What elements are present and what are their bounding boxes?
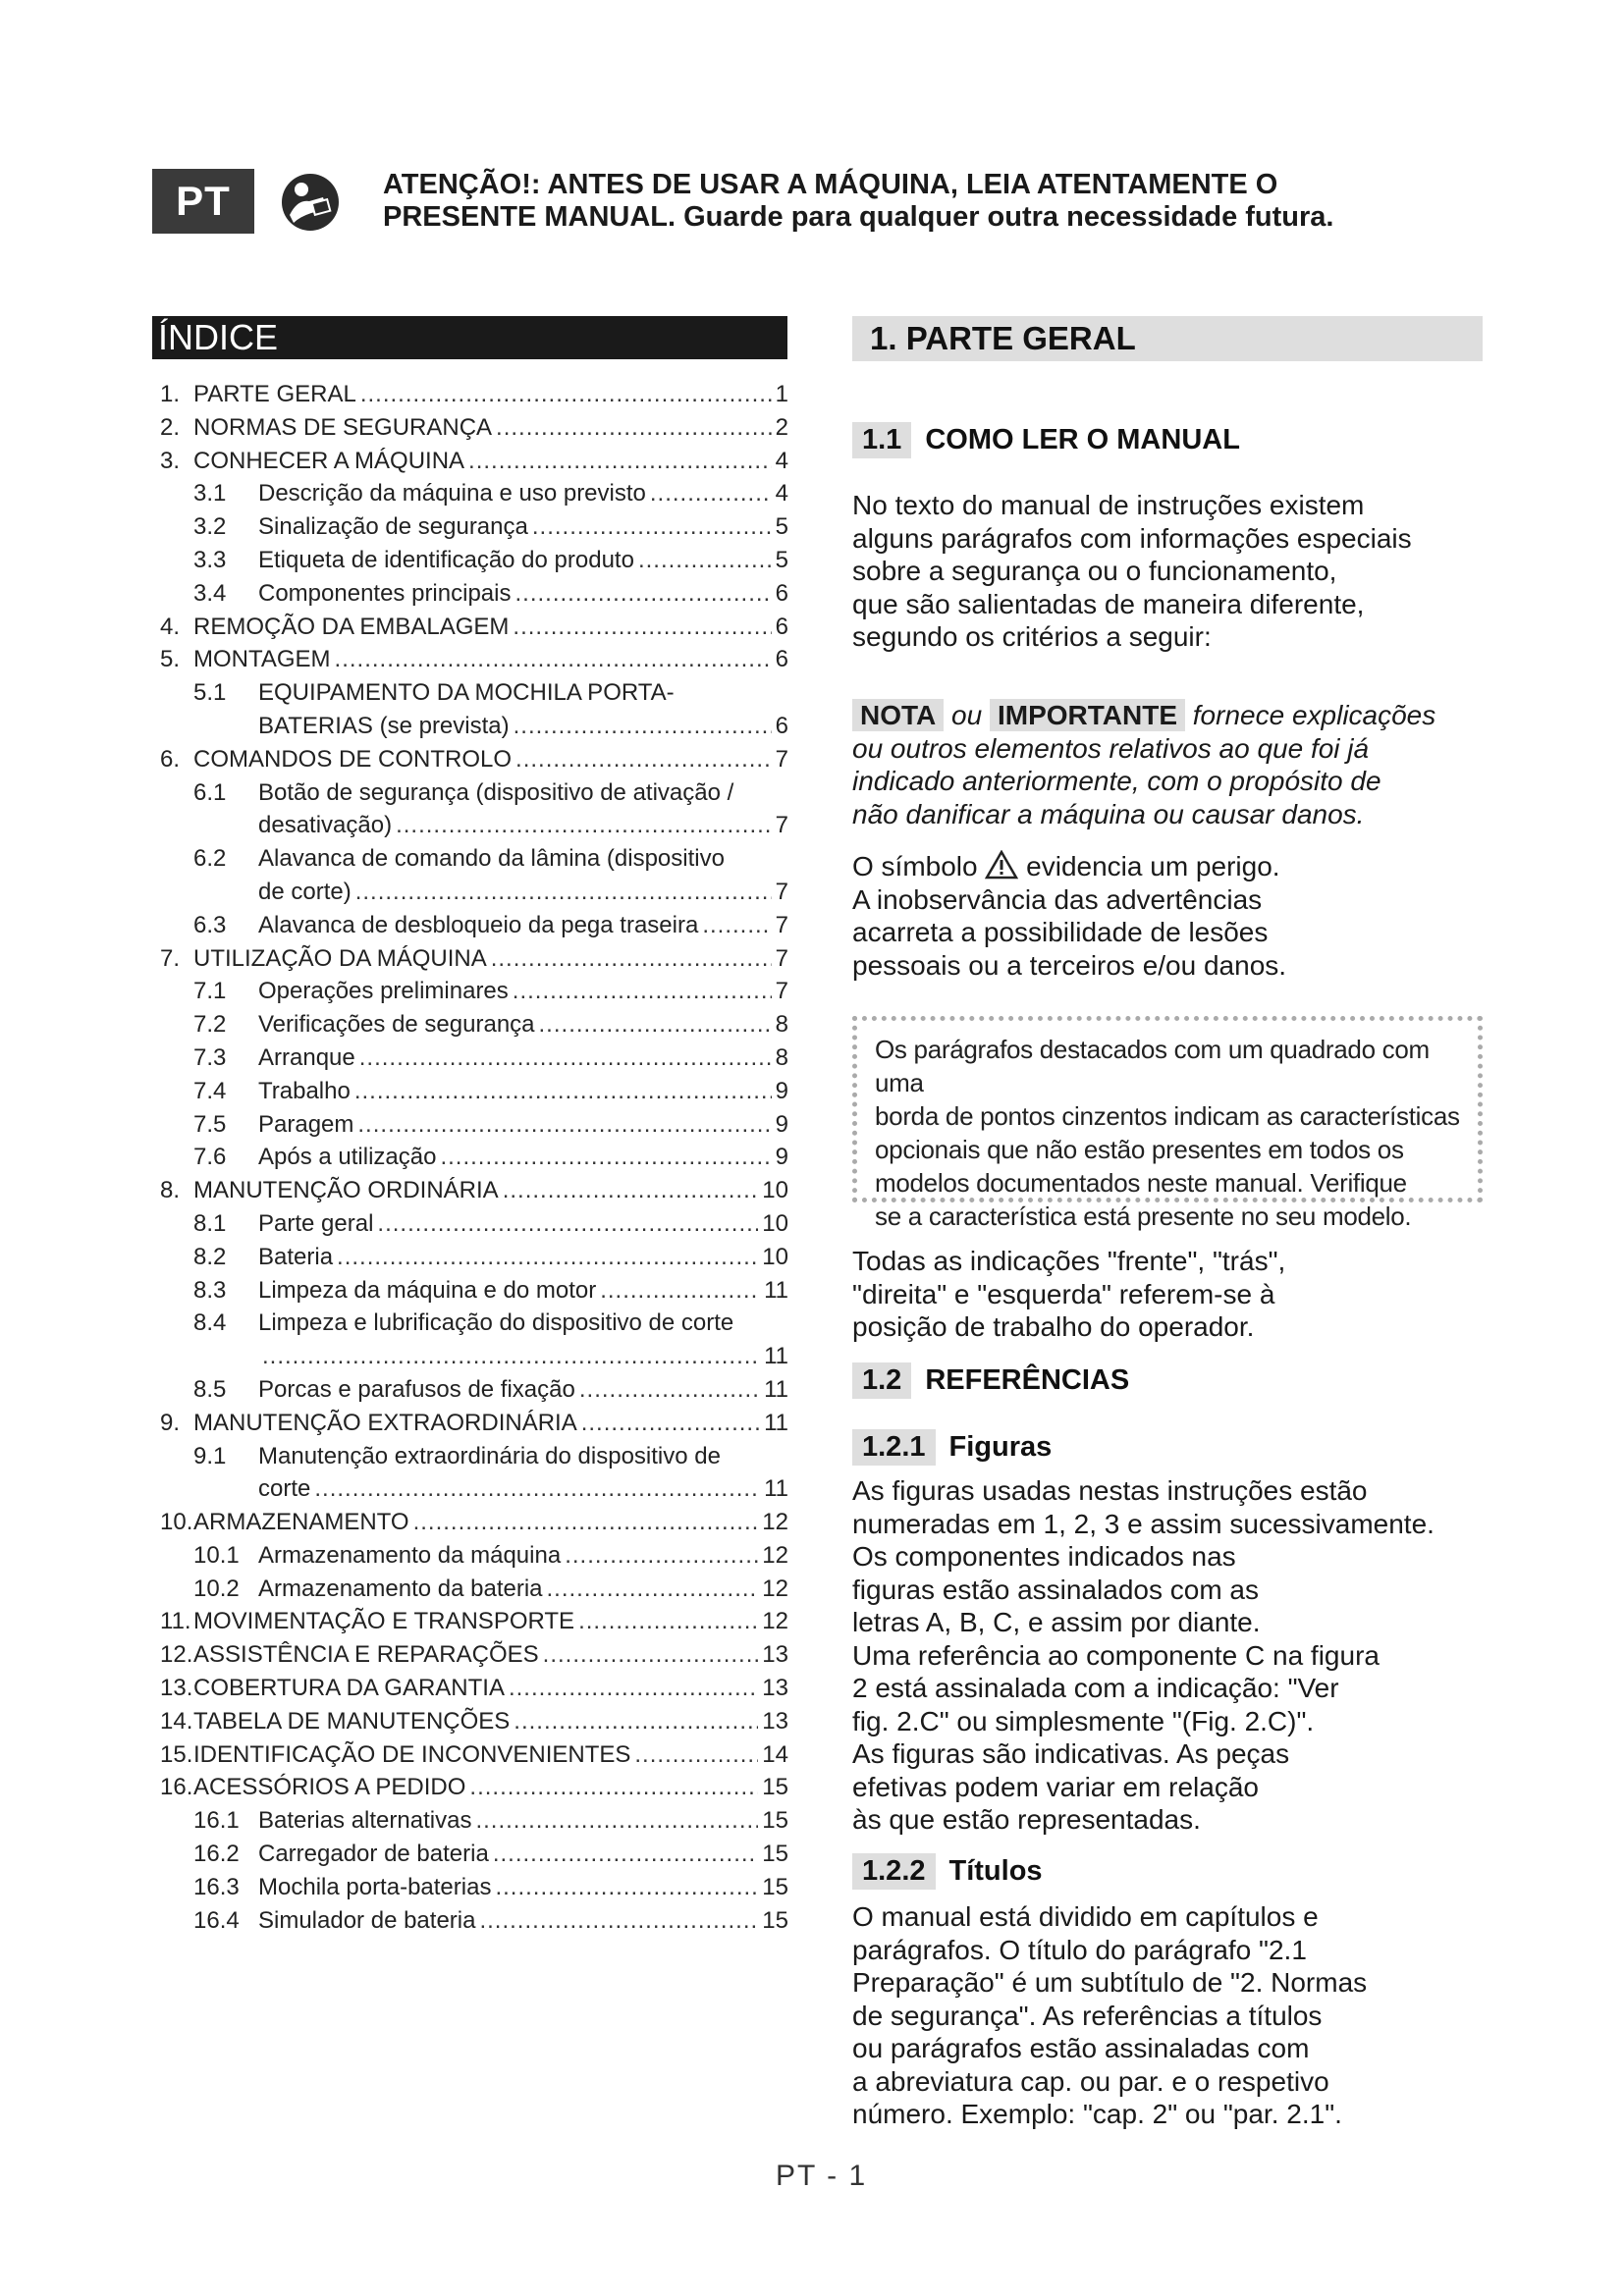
text-line: parágrafos. O título do parágrafo "2.1 xyxy=(852,1934,1307,1965)
toc-number: 6.3 xyxy=(193,911,227,938)
text-line: figuras estão assinalados com as xyxy=(852,1574,1259,1605)
toc-entry xyxy=(152,448,788,481)
note-or: ou xyxy=(951,700,983,730)
toc-text: ACESSÓRIOS A PEDIDO xyxy=(193,1774,466,1801)
toc-number: 3.4 xyxy=(193,579,227,607)
toc-text: Limpeza da máquina e do motor xyxy=(258,1276,597,1304)
toc-number: 10.1 xyxy=(193,1541,240,1569)
toc-leader xyxy=(543,1641,759,1669)
toc-page: 11 xyxy=(764,1276,788,1304)
toc-entry xyxy=(152,1309,788,1343)
toc-title: ÍNDICE xyxy=(152,316,787,359)
toc-page: 7 xyxy=(775,878,788,905)
toc-text: COMANDOS DE CONTROLO xyxy=(193,745,513,773)
toc-number: 7.4 xyxy=(193,1077,227,1104)
text-line: sobre a segurança ou o funcionamento, xyxy=(852,556,1337,586)
toc-number: 15. xyxy=(160,1740,193,1768)
toc-leader xyxy=(581,1410,760,1437)
text-line: acarreta a possibilidade de lesões xyxy=(852,917,1269,947)
subsection-1-2-heading xyxy=(852,1362,1129,1399)
toc-number: 10.2 xyxy=(193,1575,240,1602)
subsection-number: 1.1 xyxy=(852,422,911,458)
toc-number: 6. xyxy=(160,745,181,773)
toc-page: 6 xyxy=(775,579,788,607)
toc-leader xyxy=(413,1509,759,1536)
toc-page: 7 xyxy=(775,745,788,773)
intro-paragraph xyxy=(852,489,1500,654)
toc-leader xyxy=(357,1111,771,1139)
toc-number: 3. xyxy=(160,447,181,474)
toc-page: 6 xyxy=(775,613,788,640)
subsection-1-1-heading xyxy=(852,422,1240,458)
text-line: 2 está assinalada com a indicação: "Ver xyxy=(852,1673,1339,1703)
text-line: que são salientadas de maneira diferente, xyxy=(852,588,1365,619)
toc-number: 8. xyxy=(160,1177,181,1204)
toc-number: 7.6 xyxy=(193,1144,227,1171)
toc-leader xyxy=(515,746,772,774)
toc-leader xyxy=(514,1708,758,1735)
toc-text: CONHECER A MÁQUINA xyxy=(193,447,465,474)
text-line: As figuras são indicativas. As peças xyxy=(852,1738,1290,1769)
toc-page: 10 xyxy=(762,1177,788,1204)
toc-leader xyxy=(479,1907,758,1935)
toc-page: 6 xyxy=(775,646,788,673)
text-line: de segurança". As referências a títulos xyxy=(852,2000,1323,2031)
toc-text: MANUTENÇÃO ORDINÁRIA xyxy=(193,1177,499,1204)
page-number: PT - 1 xyxy=(776,2160,868,2192)
toc-entry xyxy=(152,1210,788,1244)
toc-leader xyxy=(469,1774,758,1801)
toc-page: 15 xyxy=(762,1774,788,1801)
toc-leader xyxy=(495,1874,758,1901)
subsection-title: Títulos xyxy=(948,1855,1043,1887)
toc-page: 12 xyxy=(762,1541,788,1569)
toc-text: Carregador de bateria xyxy=(258,1841,489,1868)
toc-number: 7.3 xyxy=(193,1043,227,1071)
toc-entry xyxy=(152,1177,788,1210)
toc-number: 9. xyxy=(160,1409,181,1436)
toc-number: 16.2 xyxy=(193,1841,240,1868)
toc-entry xyxy=(152,414,788,448)
toc-number: 5.1 xyxy=(193,679,227,707)
toc-entry xyxy=(152,945,788,979)
toc-page: 11 xyxy=(764,1409,788,1436)
toc-text: Parte geral xyxy=(258,1209,374,1237)
toc-leader xyxy=(600,1277,760,1305)
toc-entry xyxy=(152,1343,788,1376)
toc-entry xyxy=(152,779,788,813)
toc-entry xyxy=(152,1475,788,1509)
toc-entry xyxy=(152,1542,788,1575)
toc-page: 10 xyxy=(762,1209,788,1237)
toc-number: 7.2 xyxy=(193,1011,227,1039)
toc-entry xyxy=(152,1608,788,1641)
subsection-title: Figuras xyxy=(948,1431,1053,1463)
toc-entry xyxy=(152,1011,788,1044)
toc-page: 8 xyxy=(775,1043,788,1071)
toc-entry xyxy=(152,614,788,647)
toc-leader xyxy=(355,879,772,906)
toc-leader xyxy=(547,1575,759,1603)
toc-leader xyxy=(354,1078,772,1105)
toc-leader xyxy=(496,414,772,442)
toc-leader xyxy=(638,547,772,574)
toc-text: TABELA DE MANUTENÇÕES xyxy=(193,1707,511,1735)
toc-page: 15 xyxy=(762,1807,788,1835)
toc-text: Após a utilização xyxy=(258,1144,437,1171)
toc-text: Operações preliminares xyxy=(258,978,509,1005)
toc-page: 12 xyxy=(762,1575,788,1602)
toc-text: Limpeza e lubrificação do dispositivo de corte xyxy=(258,1309,734,1337)
toc-number: 16. xyxy=(160,1774,193,1801)
warning-line-2: PRESENTE MANUAL. Guarde para qualquer outra necessidade futura. xyxy=(383,201,1334,233)
toc-text: Alavanca de desbloqueio da pega traseira xyxy=(258,911,699,938)
text-line: se a característica está presente no seu modelo. xyxy=(875,1201,1412,1231)
toc-page: 14 xyxy=(762,1740,788,1768)
toc-leader xyxy=(634,1741,758,1769)
toc-text: Porcas e parafusos de fixação xyxy=(258,1375,575,1403)
text-line: A inobservância das advertências xyxy=(852,883,1263,915)
subsection-1-2-1-heading xyxy=(852,1429,1052,1466)
text-line: a abreviatura cap. ou par. e o respetivo xyxy=(852,2065,1329,2097)
toc-text: Armazenamento da máquina xyxy=(258,1541,562,1569)
toc-entry xyxy=(152,1874,788,1907)
subsection-title: REFERÊNCIAS xyxy=(925,1364,1130,1396)
toc-number: 3.3 xyxy=(193,546,227,573)
toc-page: 1 xyxy=(775,381,788,407)
toc-page: 10 xyxy=(762,1243,788,1270)
subsection-number: 1.2 xyxy=(852,1362,911,1399)
toc-text: Arranque xyxy=(258,1043,355,1071)
language-badge: PT xyxy=(152,169,254,234)
toc-entry xyxy=(152,1078,788,1111)
toc-text: EQUIPAMENTO DA MOCHILA PORTA- xyxy=(258,679,675,707)
text-line: ou outros elementos relativos ao que foi já xyxy=(852,732,1370,764)
toc-number: 6.1 xyxy=(193,778,227,806)
symbol-pre: O símbolo xyxy=(852,851,978,881)
toc-number: 6.2 xyxy=(193,845,227,873)
toc-text: Descrição da máquina e uso previsto xyxy=(258,480,646,507)
toc-leader xyxy=(539,1011,772,1039)
titles-paragraph xyxy=(852,1900,1520,2131)
toc-number: 5. xyxy=(160,646,181,673)
text-line: "direita" e "esquerda" referem-se à xyxy=(852,1278,1275,1309)
text-line: efetivas podem variar em relação xyxy=(852,1771,1259,1802)
text-line: fig. 2.C" ou simplesmente "(Fig. 2.C)". xyxy=(852,1705,1315,1736)
toc-page: 6 xyxy=(775,712,788,739)
toc-entry xyxy=(152,1774,788,1807)
toc-text: desativação) xyxy=(258,812,393,839)
toc-number: 8.1 xyxy=(193,1209,227,1237)
toc-page: 13 xyxy=(762,1707,788,1735)
toc-entry xyxy=(152,879,788,912)
toc-page: 15 xyxy=(762,1906,788,1934)
toc-leader xyxy=(513,614,771,641)
toc-leader xyxy=(509,1675,758,1702)
toc-entry xyxy=(152,547,788,580)
toc-number: 14. xyxy=(160,1707,193,1735)
toc-page: 9 xyxy=(775,1110,788,1138)
toc-text: Paragem xyxy=(258,1110,354,1138)
text-line: Uma referência ao componente C na figura xyxy=(852,1639,1380,1671)
toc-entry xyxy=(152,1575,788,1609)
toc-text: de corte) xyxy=(258,878,352,905)
toc-page: 4 xyxy=(775,480,788,507)
toc-entry xyxy=(152,1741,788,1775)
toc-entry xyxy=(152,1807,788,1841)
toc-entry xyxy=(152,1509,788,1542)
toc-leader xyxy=(396,812,772,839)
toc-page: 15 xyxy=(762,1873,788,1900)
toc-text: UTILIZAÇÃO DA MÁQUINA xyxy=(193,944,487,972)
toc-number: 4. xyxy=(160,613,181,640)
toc-number: 3.1 xyxy=(193,480,227,507)
toc-page: 5 xyxy=(775,546,788,573)
toc-number: 8.5 xyxy=(193,1375,227,1403)
toc-entry xyxy=(152,1841,788,1874)
toc-entry xyxy=(152,1277,788,1310)
toc-text: REMOÇÃO DA EMBALAGEM xyxy=(193,613,510,640)
toc-number: 10. xyxy=(160,1509,193,1536)
toc-entry xyxy=(152,845,788,879)
toc-entry xyxy=(152,480,788,513)
text-line: borda de pontos cinzentos indicam as características xyxy=(875,1101,1460,1131)
toc-text: Sinalização de segurança xyxy=(258,513,528,541)
toc-page: 7 xyxy=(775,978,788,1005)
text-line: Todas as indicações "frente", "trás", xyxy=(852,1246,1286,1276)
text-line: Os parágrafos destacados com um quadrado com uma xyxy=(875,1035,1430,1097)
toc-page: 9 xyxy=(775,1144,788,1171)
toc-entry xyxy=(152,679,788,713)
toc-text: ASSISTÊNCIA E REPARAÇÕES xyxy=(193,1641,539,1669)
subsection-title: COMO LER O MANUAL xyxy=(925,424,1240,455)
toc-page: 7 xyxy=(775,911,788,938)
text-line: O manual está dividido em capítulos e xyxy=(852,1901,1319,1932)
toc-leader xyxy=(650,480,772,507)
note-line-rest: fornece explicações xyxy=(1192,700,1436,730)
subsection-1-2-2-heading xyxy=(852,1853,1043,1890)
toc-entry xyxy=(152,1244,788,1277)
toc-entry xyxy=(152,1044,788,1078)
toc-leader xyxy=(377,1210,758,1238)
toc-number: 16.3 xyxy=(193,1873,240,1900)
toc-entry xyxy=(152,1907,788,1941)
text-line: opcionais que não estão presentes em todos os xyxy=(875,1135,1404,1164)
toc-number: 12. xyxy=(160,1641,193,1669)
toc-leader xyxy=(468,448,772,475)
toc-number: 16.4 xyxy=(193,1906,240,1934)
toc-text: corte xyxy=(258,1475,311,1503)
toc-page: 7 xyxy=(775,944,788,972)
toc-page: 5 xyxy=(775,513,788,541)
toc-text: MONTAGEM xyxy=(193,646,331,673)
section-title: 1. PARTE GERAL xyxy=(852,316,1483,361)
text-line: letras A, B, C, e assim por diante. xyxy=(852,1607,1261,1637)
toc-page: 11 xyxy=(764,1475,788,1503)
text-line: ou parágrafos estão assinaladas com xyxy=(852,2033,1310,2063)
toc-number: 11. xyxy=(160,1608,191,1635)
table-of-contents xyxy=(152,381,788,1940)
toc-leader xyxy=(514,713,772,740)
toc-leader xyxy=(491,945,772,973)
warning-line-1: ATENÇÃO!: ANTES DE USAR A MÁQUINA, LEIA ATENTAMENTE O xyxy=(383,169,1278,200)
toc-text: Componentes principais xyxy=(258,579,512,607)
toc-leader xyxy=(314,1475,760,1503)
text-line: pessoais ou a terceiros e/ou danos. xyxy=(852,949,1287,981)
subsection-number: 1.2.1 xyxy=(852,1429,936,1466)
subsection-number: 1.2.2 xyxy=(852,1853,936,1890)
nota-tag: NOTA xyxy=(852,699,944,731)
toc-leader xyxy=(513,978,772,1005)
toc-page: 4 xyxy=(775,447,788,474)
toc-entry xyxy=(152,812,788,845)
toc-number: 7. xyxy=(160,944,181,972)
toc-text: Manutenção extraordinária do dispositivo de xyxy=(258,1442,721,1469)
toc-page: 12 xyxy=(762,1608,788,1635)
toc-page: 8 xyxy=(775,1011,788,1039)
toc-page: 11 xyxy=(764,1343,788,1370)
toc-text: Botão de segurança (dispositivo de ativação / xyxy=(258,778,734,806)
toc-leader xyxy=(565,1542,758,1570)
optional-features-box xyxy=(852,1016,1483,1231)
toc-number: 7.1 xyxy=(193,978,227,1005)
toc-entry xyxy=(152,1144,788,1177)
toc-number: 2. xyxy=(160,413,181,441)
toc-text: Etiqueta de identificação do produto xyxy=(258,546,634,573)
toc-page: 9 xyxy=(775,1077,788,1104)
text-line: alguns parágrafos com informações especiais xyxy=(852,522,1412,554)
toc-text: COBERTURA DA GARANTIA xyxy=(193,1675,505,1702)
toc-number: 9.1 xyxy=(193,1442,227,1469)
toc-text: Bateria xyxy=(258,1243,334,1270)
toc-text: IDENTIFICAÇÃO DE INCONVENIENTES xyxy=(193,1740,631,1768)
toc-text: Trabalho xyxy=(258,1077,351,1104)
toc-number: 7.5 xyxy=(193,1110,227,1138)
toc-entry xyxy=(152,912,788,945)
toc-page: 13 xyxy=(762,1641,788,1669)
toc-text: Verificações de segurança xyxy=(258,1011,535,1039)
toc-text: NORMAS DE SEGURANÇA xyxy=(193,413,493,441)
toc-entry xyxy=(152,1376,788,1410)
toc-text: Armazenamento da bateria xyxy=(258,1575,543,1602)
toc-number: 3.2 xyxy=(193,513,227,541)
toc-text: Mochila porta-baterias xyxy=(258,1873,492,1900)
toc-leader xyxy=(360,381,772,408)
text-line: Os componentes indicados nas xyxy=(852,1541,1236,1572)
toc-text: Simulador de bateria xyxy=(258,1906,476,1934)
toc-entry xyxy=(152,1708,788,1741)
toc-leader xyxy=(335,646,772,673)
toc-leader xyxy=(503,1177,759,1204)
text-line: segundo os critérios a seguir: xyxy=(852,621,1212,652)
toc-text: PARTE GERAL xyxy=(193,381,356,407)
toc-number: 8.3 xyxy=(193,1276,227,1304)
text-line: indicado anteriormente, com o propósito de xyxy=(852,766,1381,796)
importante-tag: IMPORTANTE xyxy=(990,699,1185,731)
warning-triangle-icon xyxy=(985,850,1018,880)
text-line: Preparação" é um subtítulo de "2. Normas xyxy=(852,1967,1368,1998)
read-manual-icon xyxy=(280,172,341,233)
toc-text: BATERIAS (se prevista) xyxy=(258,712,510,739)
hazard-paragraph xyxy=(852,850,1500,982)
toc-leader xyxy=(440,1144,771,1171)
toc-number: 13. xyxy=(160,1675,193,1702)
toc-leader xyxy=(514,580,771,608)
toc-text: MOVIMENTAÇÃO E TRANSPORTE xyxy=(193,1608,575,1635)
toc-leader xyxy=(702,912,771,939)
toc-entry xyxy=(152,580,788,614)
toc-entry xyxy=(152,978,788,1011)
toc-leader xyxy=(493,1841,758,1868)
toc-text: Baterias alternativas xyxy=(258,1807,472,1835)
toc-leader xyxy=(337,1244,758,1271)
symbol-post: evidencia um perigo. xyxy=(1026,851,1280,881)
text-line: modelos documentados neste manual. Verifique xyxy=(875,1168,1407,1198)
toc-number: 1. xyxy=(160,381,181,407)
toc-entry xyxy=(152,713,788,746)
toc-entry xyxy=(152,381,788,414)
toc-page: 15 xyxy=(762,1841,788,1868)
text-line: As figuras usadas nestas instruções estão xyxy=(852,1475,1368,1506)
text-line: posição de trabalho do operador. xyxy=(852,1311,1255,1342)
toc-page: 11 xyxy=(764,1375,788,1403)
note-paragraph xyxy=(852,699,1510,830)
toc-leader xyxy=(359,1044,772,1072)
directions-paragraph xyxy=(852,1245,1500,1344)
text-line: às que estão representadas. xyxy=(852,1804,1201,1835)
toc-text: Alavanca de comando da lâmina (dispositivo xyxy=(258,845,725,873)
toc-entry xyxy=(152,746,788,779)
toc-text: ARMAZENAMENTO xyxy=(193,1509,409,1536)
warning-text xyxy=(383,169,1512,234)
toc-entry xyxy=(152,1443,788,1476)
toc-leader xyxy=(579,1376,760,1404)
toc-entry xyxy=(152,1410,788,1443)
toc-page: 13 xyxy=(762,1675,788,1702)
toc-page: 2 xyxy=(775,413,788,441)
toc-text: MANUTENÇÃO EXTRAORDINÁRIA xyxy=(193,1409,577,1436)
toc-entry xyxy=(152,1641,788,1675)
text-line: No texto do manual de instruções existem xyxy=(852,490,1365,520)
text-line: numeradas em 1, 2, 3 e assim sucessivamente. xyxy=(852,1508,1435,1539)
toc-leader xyxy=(532,513,772,541)
toc-entry xyxy=(152,646,788,679)
text-line: não danificar a máquina ou causar danos. xyxy=(852,798,1365,829)
toc-number: 8.2 xyxy=(193,1243,227,1270)
text-line: número. Exemplo: "cap. 2" ou "par. 2.1". xyxy=(852,2099,1342,2129)
toc-number: 16.1 xyxy=(193,1807,240,1835)
toc-leader xyxy=(578,1608,758,1635)
toc-number: 8.4 xyxy=(193,1309,227,1337)
toc-leader xyxy=(262,1343,760,1370)
toc-page: 7 xyxy=(775,812,788,839)
toc-entry xyxy=(152,513,788,547)
toc-entry xyxy=(152,1675,788,1708)
figures-paragraph xyxy=(852,1474,1520,1837)
toc-page: 12 xyxy=(762,1509,788,1536)
toc-entry xyxy=(152,1111,788,1145)
toc-leader xyxy=(475,1807,758,1835)
